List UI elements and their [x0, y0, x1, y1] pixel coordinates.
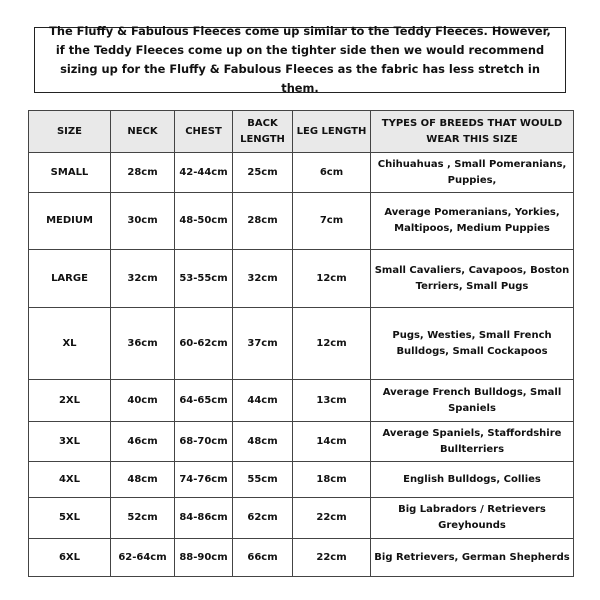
cell-breeds: Average Spaniels, Staffordshire Bullterriers	[371, 422, 574, 462]
cell-neck: 46cm	[111, 422, 175, 462]
cell-breeds: English Bulldogs, Collies	[371, 462, 574, 498]
cell-chest: 74-76cm	[175, 462, 233, 498]
cell-back-length: 37cm	[233, 308, 293, 380]
cell-back-length: 25cm	[233, 153, 293, 193]
cell-back-length: 55cm	[233, 462, 293, 498]
cell-leg-length: 18cm	[293, 462, 371, 498]
table-row	[29, 308, 574, 380]
cell-chest: 68-70cm	[175, 422, 233, 462]
header-neck: NECK	[111, 111, 175, 153]
table-row	[29, 380, 574, 422]
cell-chest: 84-86cm	[175, 498, 233, 539]
cell-leg-length: 22cm	[293, 539, 371, 577]
cell-back-length: 62cm	[233, 498, 293, 539]
cell-size: 3XL	[29, 422, 111, 462]
cell-size: 5XL	[29, 498, 111, 539]
cell-back-length: 48cm	[233, 422, 293, 462]
header-row	[29, 111, 574, 153]
table-row	[29, 422, 574, 462]
cell-chest: 42-44cm	[175, 153, 233, 193]
cell-breeds: Big Labradors / Retrievers Greyhounds	[371, 498, 574, 539]
cell-neck: 62-64cm	[111, 539, 175, 577]
cell-leg-length: 13cm	[293, 380, 371, 422]
cell-size: MEDIUM	[29, 193, 111, 250]
cell-size: XL	[29, 308, 111, 380]
table-row	[29, 498, 574, 539]
cell-size: 2XL	[29, 380, 111, 422]
cell-breeds: Average French Bulldogs, Small Spaniels	[371, 380, 574, 422]
cell-size: LARGE	[29, 250, 111, 308]
table-row	[29, 153, 574, 193]
cell-leg-length: 12cm	[293, 308, 371, 380]
cell-leg-length: 12cm	[293, 250, 371, 308]
cell-chest: 48-50cm	[175, 193, 233, 250]
header-size: SIZE	[29, 111, 111, 153]
cell-neck: 36cm	[111, 308, 175, 380]
cell-chest: 53-55cm	[175, 250, 233, 308]
cell-neck: 28cm	[111, 153, 175, 193]
cell-leg-length: 6cm	[293, 153, 371, 193]
cell-back-length: 44cm	[233, 380, 293, 422]
header-breeds: TYPES OF BREEDS THAT WOULD WEAR THIS SIZE	[371, 111, 574, 153]
header-leg-length: LEG LENGTH	[293, 111, 371, 153]
cell-back-length: 32cm	[233, 250, 293, 308]
cell-chest: 88-90cm	[175, 539, 233, 577]
cell-size: 6XL	[29, 539, 111, 577]
header-back-length: BACK LENGTH	[233, 111, 293, 153]
table-row	[29, 193, 574, 250]
cell-neck: 52cm	[111, 498, 175, 539]
cell-neck: 30cm	[111, 193, 175, 250]
cell-leg-length: 14cm	[293, 422, 371, 462]
cell-breeds: Small Cavaliers, Cavapoos, Boston Terriers, Small Pugs	[371, 250, 574, 308]
cell-leg-length: 22cm	[293, 498, 371, 539]
cell-size: SMALL	[29, 153, 111, 193]
table-row	[29, 462, 574, 498]
cell-neck: 48cm	[111, 462, 175, 498]
table-row	[29, 250, 574, 308]
cell-breeds: Big Retrievers, German Shepherds	[371, 539, 574, 577]
size-chart-table	[28, 110, 574, 577]
cell-chest: 64-65cm	[175, 380, 233, 422]
cell-chest: 60-62cm	[175, 308, 233, 380]
cell-size: 4XL	[29, 462, 111, 498]
header-chest: CHEST	[175, 111, 233, 153]
sizing-notice: The Fluffy & Fabulous Fleeces come up similar to the Teddy Fleeces. However, if the Teddy Fleeces come up on the tighter side then we would recommend sizing up for the Fluffy & Fabulous Fleeces as the fabric has less stretch in them.	[34, 27, 566, 93]
cell-neck: 40cm	[111, 380, 175, 422]
table-row	[29, 539, 574, 577]
cell-leg-length: 7cm	[293, 193, 371, 250]
cell-back-length: 66cm	[233, 539, 293, 577]
cell-breeds: Chihuahuas , Small Pomeranians, Puppies,	[371, 153, 574, 193]
cell-breeds: Pugs, Westies, Small French Bulldogs, Small Cockapoos	[371, 308, 574, 380]
cell-neck: 32cm	[111, 250, 175, 308]
cell-breeds: Average Pomeranians, Yorkies, Maltipoos, Medium Puppies	[371, 193, 574, 250]
cell-back-length: 28cm	[233, 193, 293, 250]
